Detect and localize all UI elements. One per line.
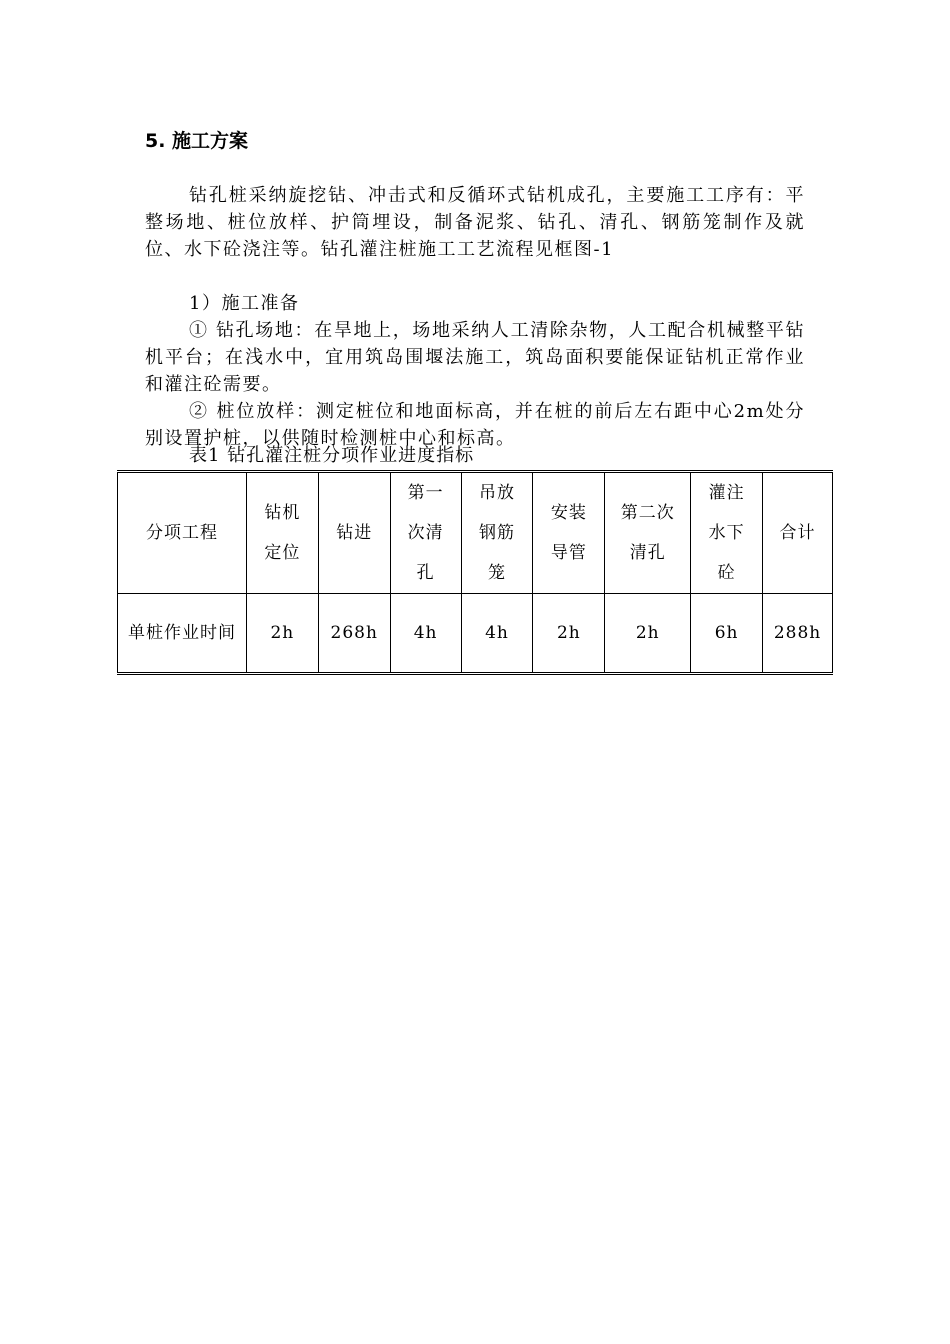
value-cell: 268h [318,594,390,674]
header-cell: 合计 [763,472,833,594]
value-cell: 2h [605,594,691,674]
section-heading: 5. 施工方案 [145,130,249,152]
table-header-row [118,472,833,594]
header-cell: 钻机定位 [246,472,318,594]
value-cell: 4h [390,594,461,674]
total-cell: 288h [763,594,833,674]
header-cell: 吊放钢筋笼 [461,472,533,594]
intro-paragraph: 钻孔桩采纳旋挖钻、冲击式和反循环式钻机成孔，主要施工工序有：平整场地、桩位放样、护筒埋设，制备泥浆、钻孔、清孔、钢筋笼制作及就位、水下砼浇注等。钻孔灌注桩施工工艺流程见框图-1 [145,185,805,260]
header-cell: 灌注水下砼 [691,472,763,594]
table-row [118,594,833,674]
header-cell: 安装导管 [533,472,605,594]
value-cell: 2h [533,594,605,674]
value-cell: 4h [461,594,533,674]
row-label-cell: 单桩作业时间 [118,594,247,674]
progress-table [117,470,833,675]
value-cell: 2h [246,594,318,674]
value-cell: 6h [691,594,763,674]
header-cell: 第一次清孔 [390,472,461,594]
prep-title: 1）施工准备 [189,293,300,314]
header-cell: 钻进 [318,472,390,594]
header-cell: 第二次清孔 [605,472,691,594]
site-paragraph: ① 钻孔场地：在旱地上，场地采纳人工清除杂物，人工配合机械整平钻机平台；在浅水中，宜用筑岛围堰法施工，筑岛面积要能保证钻机正常作业和灌注砼需要。 [145,320,805,395]
table-caption: 表1 钻孔灌注桩分项作业进度指标 [189,445,475,466]
header-cell: 分项工程 [118,472,247,594]
layout-paragraph: ② 桩位放样：测定桩位和地面标高，并在桩的前后左右距中心2m处分别设置护桩，以供随时检测桩中心和标高。 [145,401,805,449]
